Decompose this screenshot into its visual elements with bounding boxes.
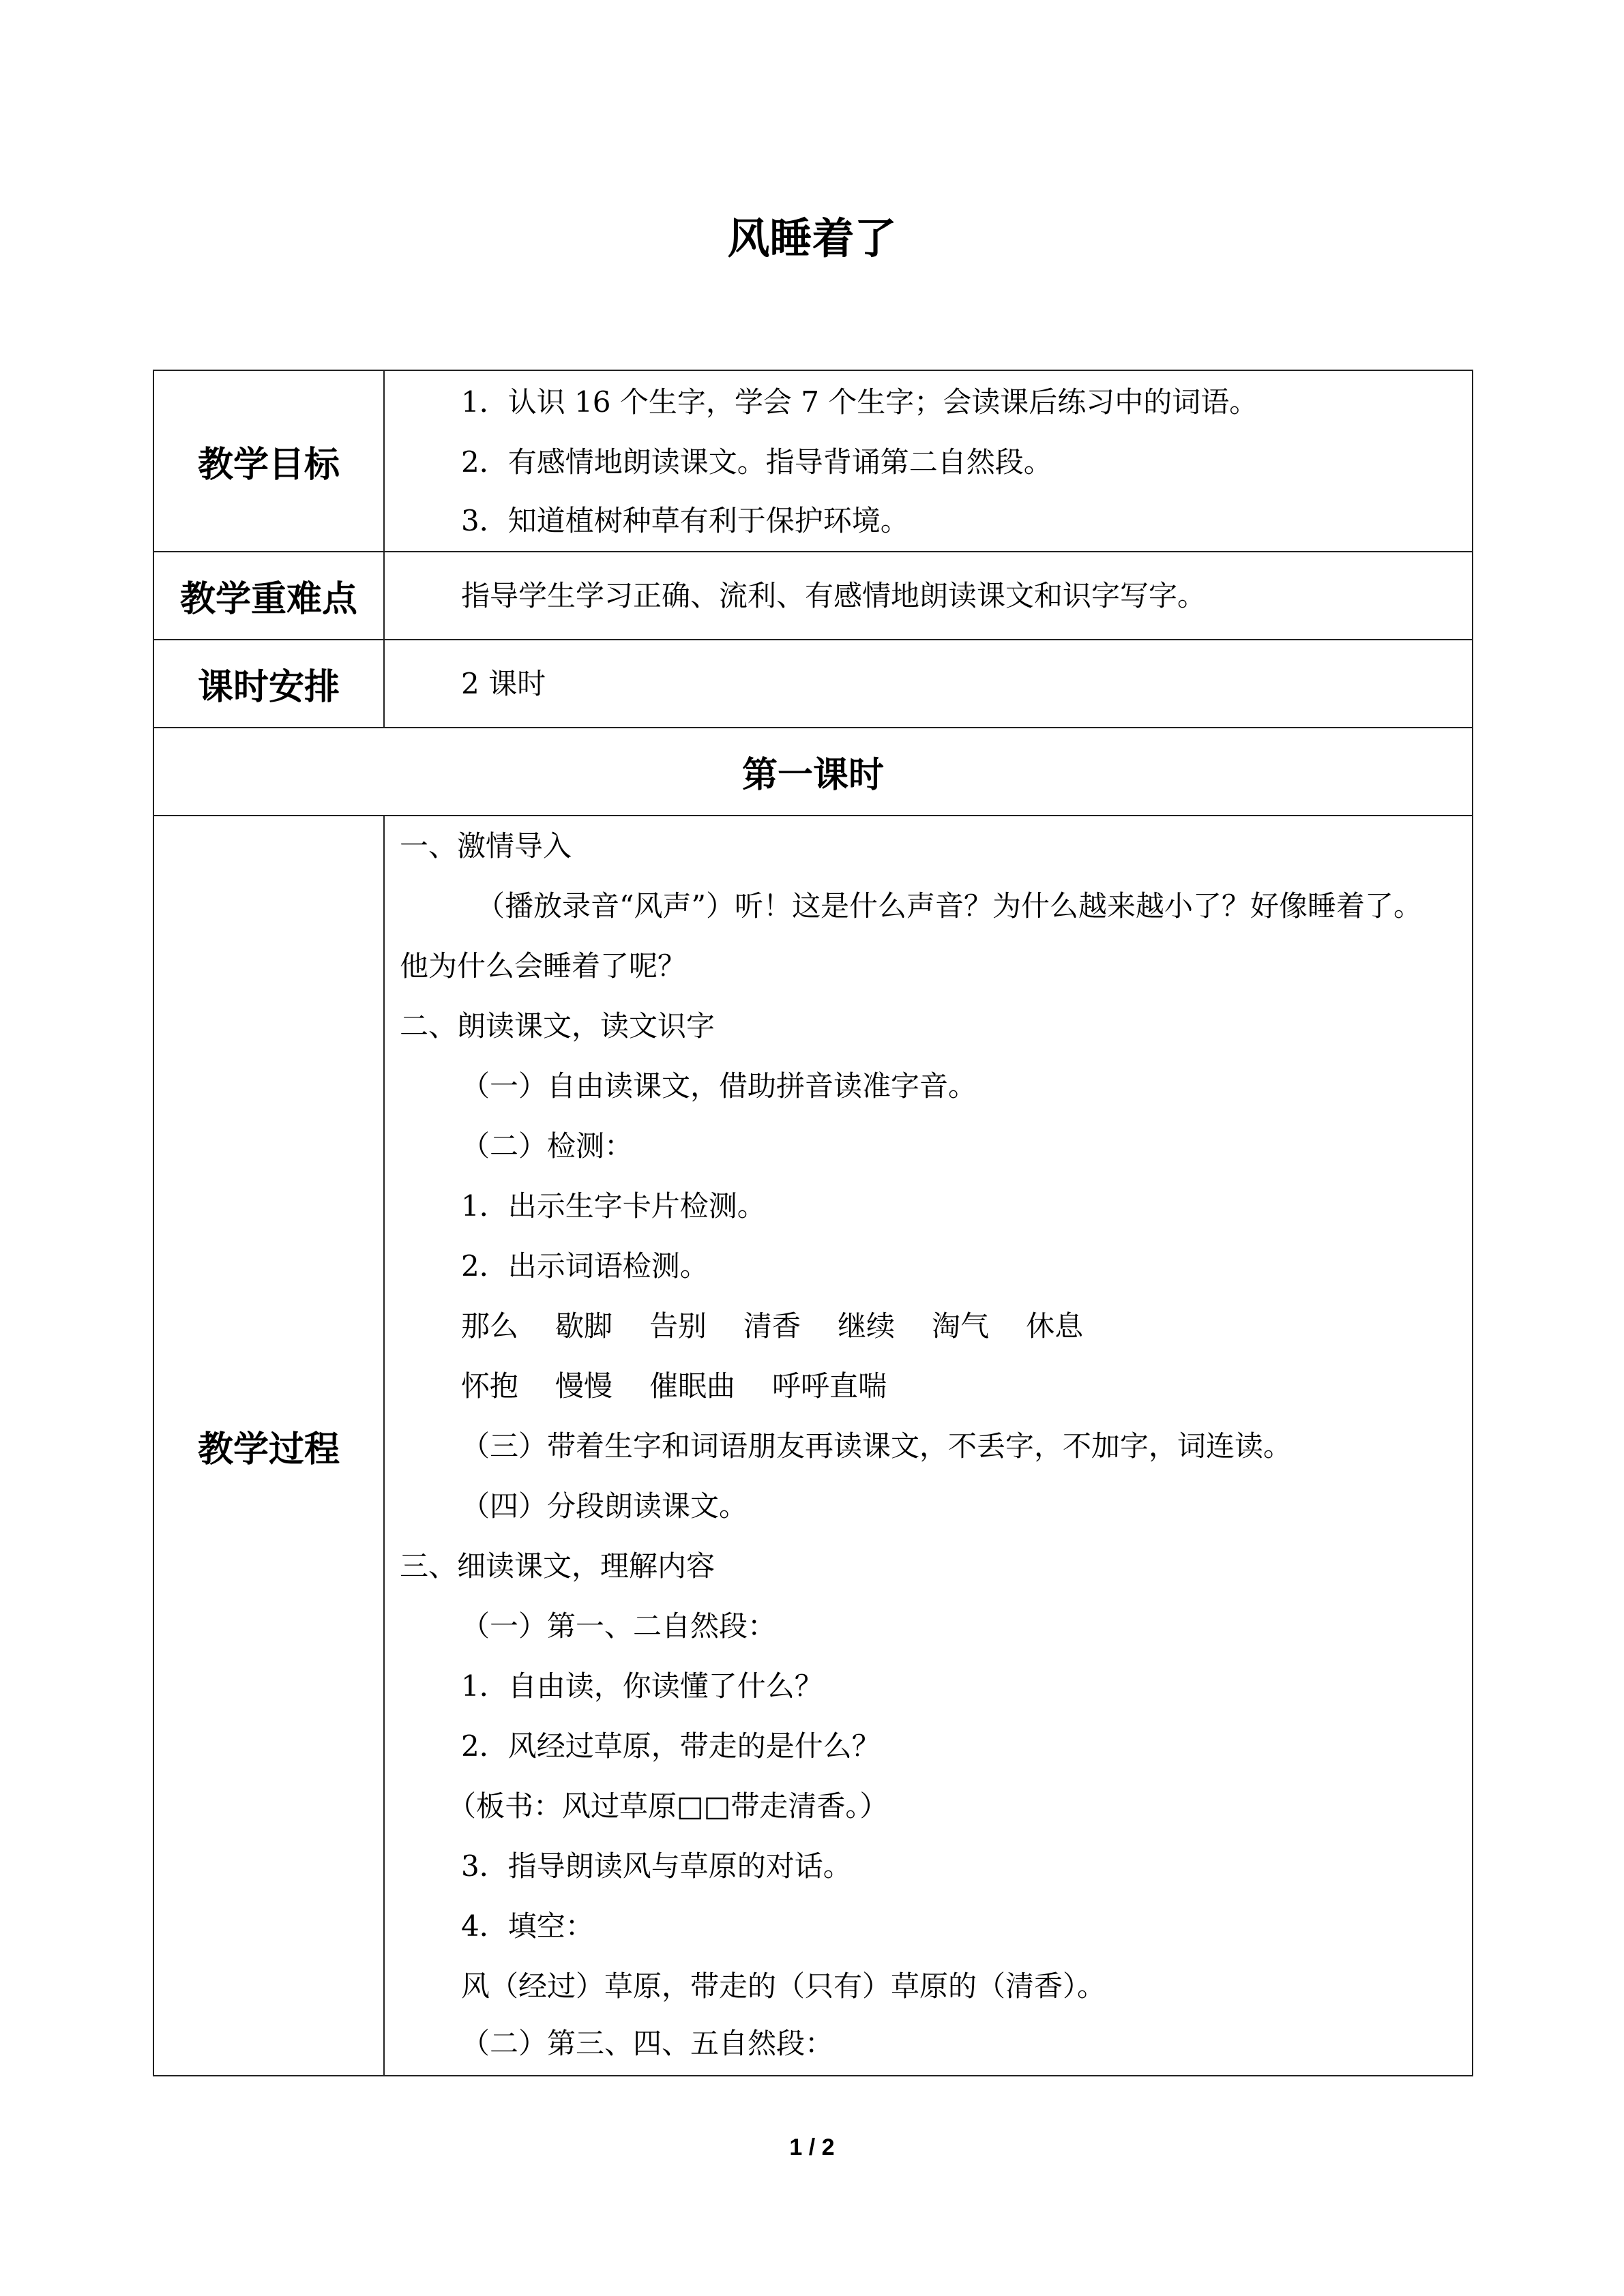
lesson-plan-table — [153, 370, 1473, 2076]
goal-item: 2．有感情地朗读课文。指导背诵第二自然段。 — [461, 445, 1052, 479]
focus-text: 指导学生学习正确、流利、有感情地朗读课文和识字写字。 — [461, 578, 1207, 612]
word-item: 怀抱 — [461, 1369, 519, 1403]
page-number: 1 / 2 — [789, 2134, 835, 2160]
process-heading: 一、激情导入 — [400, 829, 572, 863]
word-item: 告别 — [649, 1309, 707, 1343]
section-title: 第一课时 — [153, 728, 1473, 816]
section-row — [153, 728, 1473, 816]
schedule-label: 课时安排 — [153, 640, 384, 728]
goals-content — [384, 370, 1473, 552]
word-item: 歇脚 — [555, 1309, 613, 1343]
process-item: 1．出示生字卡片检测。 — [461, 1189, 766, 1223]
goal-item: 1．认识 16 个生字，学会 7 个生字；会读课后练习中的词语。 — [461, 385, 1258, 419]
word-item: 清香 — [743, 1309, 801, 1343]
process-step: （二）检测： — [461, 1129, 634, 1163]
schedule-content — [384, 640, 1473, 728]
word-item: 那么 — [461, 1309, 519, 1343]
word-item: 慢慢 — [555, 1369, 613, 1403]
focus-row — [153, 552, 1473, 640]
focus-content — [384, 552, 1473, 640]
process-item: 1．自由读，你读懂了什么？ — [461, 1669, 823, 1703]
process-item: 2．风经过草原，带走的是什么？ — [461, 1729, 881, 1763]
word-item: 继续 — [838, 1309, 896, 1343]
process-step: （一）第一、二自然段： — [461, 1609, 777, 1643]
process-heading: 二、朗读课文，读文识字 — [400, 1009, 715, 1043]
process-step: （三）带着生字和词语朋友再读课文，不丢字，不加字，词连读。 — [461, 1429, 1293, 1463]
goals-row — [153, 370, 1473, 552]
process-item: 4．填空： — [461, 1909, 594, 1943]
process-item: 3．指导朗读风与草原的对话。 — [461, 1849, 852, 1883]
process-step: （二）第三、四、五自然段： — [461, 2027, 834, 2060]
word-list — [385, 1356, 1472, 1416]
process-row — [153, 816, 1473, 2076]
word-item: 呼呼直喘 — [772, 1369, 887, 1403]
word-list — [385, 1296, 1472, 1356]
process-item: 风（经过）草原，带走的（只有）草原的（清香）。 — [461, 1969, 1106, 2003]
process-step: （四）分段朗读课文。 — [461, 1489, 748, 1523]
process-heading: 三、细读课文，理解内容 — [400, 1549, 715, 1583]
schedule-text: 2 课时 — [461, 666, 546, 700]
word-item: 催眠曲 — [649, 1369, 736, 1403]
process-step: （一）自由读课文，借助拼音读准字音。 — [461, 1069, 977, 1103]
process-label: 教学过程 — [153, 816, 384, 2076]
goals-label: 教学目标 — [153, 370, 384, 552]
process-content — [384, 816, 1473, 2076]
process-note: （板书：风过草原□□带走清香。） — [447, 1789, 889, 1823]
process-item: 2．出示词语检测。 — [461, 1249, 709, 1283]
word-item: 休息 — [1026, 1309, 1084, 1343]
process-paragraph: （播放录音“风声”）听！这是什么声音？为什么越来越小了？好像睡着了。他为什么会睡着了呢？ — [400, 889, 1422, 983]
goal-item: 3．知道植树种草有利于保护环境。 — [461, 504, 909, 537]
schedule-row — [153, 640, 1473, 728]
word-item: 淘气 — [932, 1309, 990, 1343]
focus-label: 教学重难点 — [153, 552, 384, 640]
document-title: 风睡着了 — [727, 213, 897, 263]
